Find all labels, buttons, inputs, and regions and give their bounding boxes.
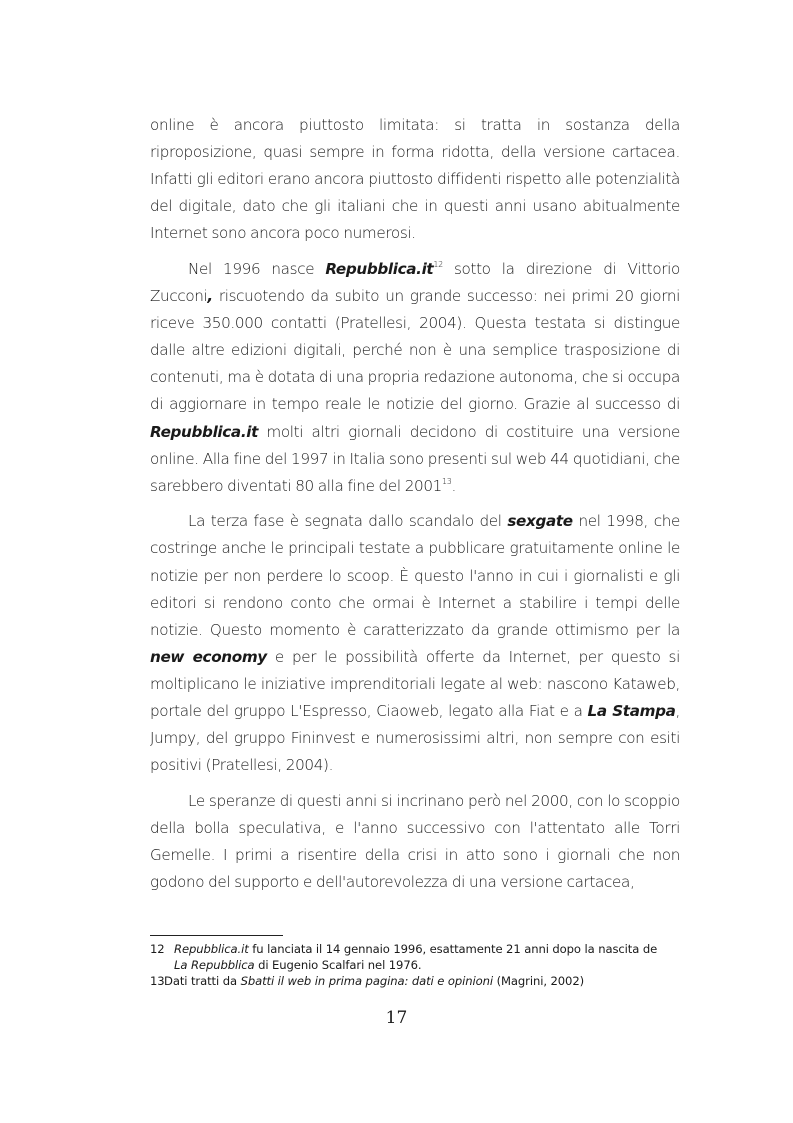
paragraph-2-text-c: sotto la direzione di Vittorio Zucconi (150, 259, 680, 306)
paragraph-2-text-a: Nel 1996 nasce (188, 259, 326, 278)
footnote-12-number: 12 (150, 942, 165, 956)
footnote-12-text-1: fu lanciata il 14 gennaio 1996, esattamente 21 anni dopo la nascita de (248, 942, 658, 956)
footnote-13 (150, 973, 710, 989)
repubblica-name: Repubblica.it (325, 259, 434, 278)
paragraph-2 (150, 256, 680, 500)
paragraph-4: Le speranze di questi anni si incrinano però nel 2000, con lo scoppio della bolla speculativa, e l'anno successivo con l'attentato alle Torri Gemelle. I primi a risentire della crisi in atto sono i giornali che non godono del supporto e dell'autorevolezza di una versione cartacea, (150, 791, 680, 892)
footnote-13-number: 13 (150, 974, 165, 988)
la-stampa-name: La Stampa (587, 701, 676, 720)
footnote-13-italic-1: Sbatti il web in prima pagina: dati e opinioni (240, 974, 493, 988)
footnote-12-italic-2: La Repubblica (174, 958, 255, 972)
page-number: 17 (385, 1008, 408, 1028)
new-economy-term: new economy (150, 647, 267, 666)
body-text (150, 112, 680, 905)
paragraph-3-text-a: La terza fase è segnata dallo scandalo del (188, 512, 508, 531)
repubblica-name-2: Repubblica.it (150, 422, 259, 441)
paragraph-2-comma: , (207, 287, 213, 306)
footnote-ref-12[interactable]: 12 (433, 259, 443, 269)
footnotes (150, 941, 710, 989)
footnote-ref-13[interactable]: 13 (441, 476, 452, 486)
paragraph-3-text-g: , Jumpy, del gruppo Fininvest e numerosissimi altri, non sempre con esiti positivi (Pratellesi, 2004). (150, 701, 680, 775)
footnote-13-text-1: Dati tratti da (164, 974, 241, 988)
paragraph-3-text-e: e per le possibilità offerte da Internet, per questo si moltiplicano le iniziative imprenditoriali legate al web: nascono Kataweb, portale del gruppo L'Espresso, Ciaoweb, legato alla Fiat e a (150, 647, 680, 720)
footnote-12-italic-1: Repubblica.it (174, 942, 249, 956)
footnote-13-text-2: (Magrini, 2002) (492, 974, 585, 988)
paragraph-3 (150, 508, 680, 779)
footnote-12-continued (174, 957, 710, 973)
footnote-12 (150, 941, 710, 957)
footnote-divider (150, 935, 283, 936)
paragraph-1: online è ancora piuttosto limitata: si tratta in sostanza della riproposizione, quasi sempre in forma ridotta, della versione cartacea. Infatti gli editori erano ancora piuttosto diffidenti rispetto alle potenzialità del digitale, dato che gli italiani che in questi anni usano abitualmente Internet sono ancora poco numerosi. (150, 116, 680, 243)
sexgate-term: sexgate (507, 512, 573, 531)
paragraph-2-text-g: . (451, 476, 456, 495)
paragraph-3-text-c: nel 1998, che costringe anche le principali testate a pubblicare gratuitamente online le notizie per non perdere lo scoop. È questo l'anno in cui i giornalisti e gli editori si rendono conto che ormai è Internet a stabilire i tempi delle notizie. Questo momento è caratterizzato da grande ottimismo per la (150, 512, 680, 639)
paragraph-2-text-d: riscuotendo da subito un grande successo: nei primi 20 giorni riceve 350.000 contatti (Pratellesi, 2004). Questa testata si distingue dalle altre edizioni digitali, perché non è una semplice trasposizione di contenuti, ma è dotata di una propria redazione autonoma, che si occupa di aggiornare in tempo reale le notizie del giorno. Grazie al successo di (150, 287, 680, 414)
footnote-12-text-2: di Eugenio Scalfari nel 1976. (254, 958, 422, 972)
paragraph-2-text-f: molti altri giornali decidono di costituire una versione online. Alla fine del 1997 in Italia sono presenti sul web 44 quotidiani, che sarebbero diventati 80 alla fine del 2001 (150, 422, 680, 495)
